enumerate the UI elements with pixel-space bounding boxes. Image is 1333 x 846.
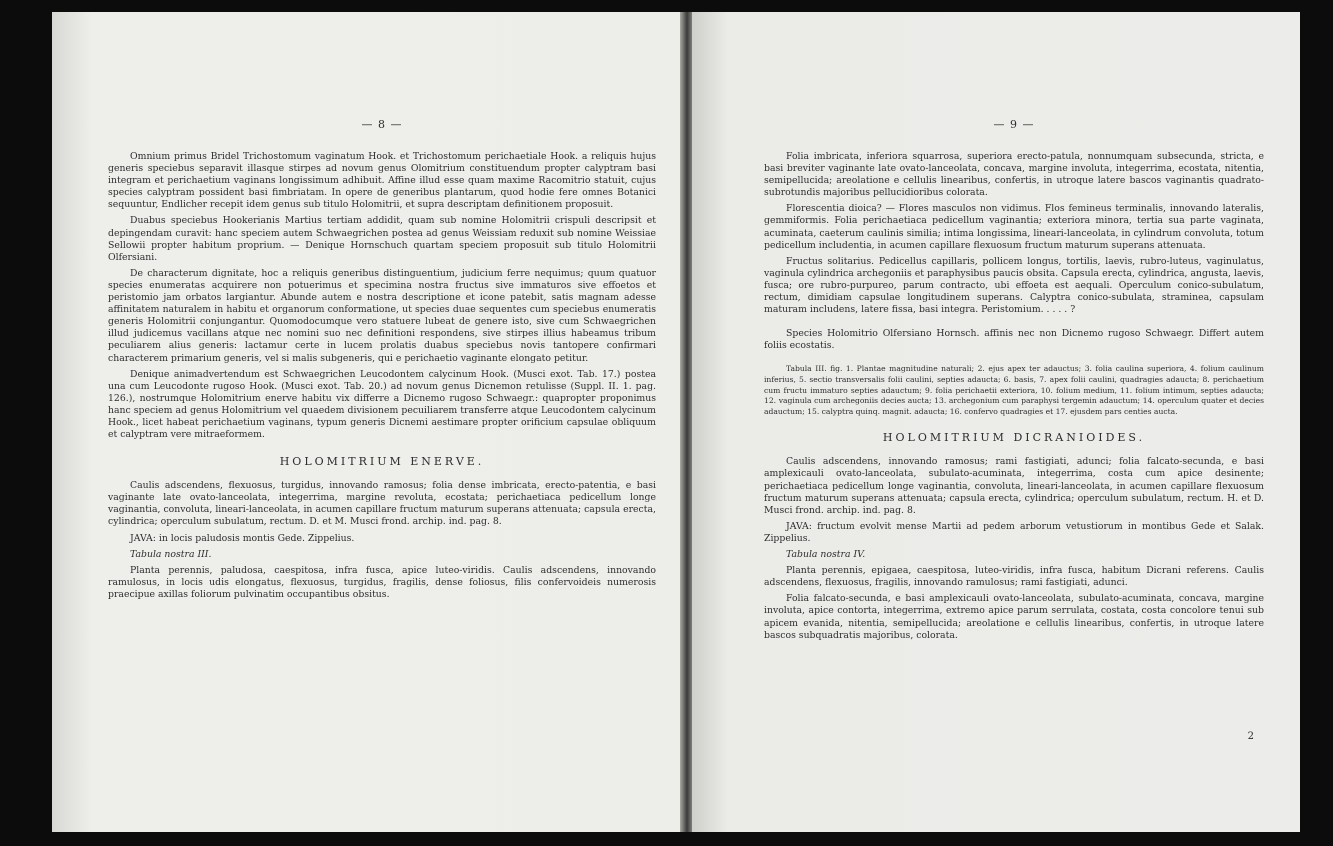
paragraph: Denique animadvertendum est Schwaegrichen Leucodontem calycinum Hook. (Musci exot. Tab. 17.) postea una cum Leucodonte rugoso Hook. (Musci exot. Tab. 20.) ad novum genus Dicnemon retulisse (Suppl. II. 1. pag. 126.), nostrumque Holomitrium enerve habitu vix differre a Dicnemo rugoso Schwaegr.: quapropter proponimus hanc speciem ad genus Holomitrium vel quaedem divisionem pecuiliarem transferre atque Leucodontem calycinum Hook., licet habeat perichaetium vaginans, typum generis Dicnemi aestimare propter orificium capsulae obliquum et calyptram vere mitraeformem. [108,368,656,441]
paragraph: Florescentia dioica? — Flores masculos non vidimus. Flos femineus terminalis, innovando lateralis, gemmiformis. Folia perichaetiaca pedicellum vaginantia; exteriora minora, tertia sua parte vaginata, acuminata, caeterum caulinis similia; intima longissima, lineari-lanceolata, in cylindrum convoluta, totum pedicellum includentia, in acumen capillare flexuosum fructum maturum superans attenuata. [764,203,1264,251]
paragraph: Folia imbricata, inferiora squarrosa, superiora erecto-patula, nonnumquam subsecunda, stricta, e basi breviter vaginante late ovato-lanceolata, concava, margine involuta, integerrima, ecostata, nitentia, semipellucida; areolatione e cellulis linearibus, confertis, in utroque latere bascos vaginantis quadrato-subrotundis majoribus pellucidioribus colorata. [764,151,1264,199]
species-description: Caulis adscendens, innovando ramosus; rami fastigiati, adunci; folia falcato-secunda, e basi amplexicauli ovato-lanceolata, subulato-acuminata, integerrima, costa cum apice desinente; perichaetiaca pedicellum longe vaginantia, convoluta, lineari-lanceolata, in acumen capillare flexuosum fructum maturum superans attenuata; capsula erecta, cylindrica; operculum subulatum, rectum. H. et D. Musci frond. archip. ind. pag. 8. [764,456,1264,516]
right-page [692,12,1300,832]
species-description: Caulis adscendens, flexuosus, turgidus, innovando ramosus; folia dense imbricata, erecto-patentia, e basi vaginante late ovato-lanceolata, integerrima, margine revoluta, ecostata; perichaetiaca pedicellum longe vaginantia, convoluta, lineari-lanceolata, in acumen capillare fructum maturum superans attenuata; capsula erecta, cylindrica; operculum subulatum, rectum. D. et M. Musci frond. archip. ind. pag. 8. [108,480,656,528]
right-page-number: — 9 — [993,118,1035,131]
left-page [52,12,682,832]
table-reference: Tabula nostra III. [130,548,212,560]
paragraph: Planta perennis, epigaea, caespitosa, luteo-viridis, infra fusca, habitum Dicrani referens. Caulis adscendens, flexuosus, fragilis, innovando ramulosus; rami fastigiati, adunci. [764,565,1264,589]
paragraph: Folia falcato-secunda, e basi amplexicauli ovato-lanceolata, subulato-acuminata, concava, margine involuta, apice contorta, integerrima, extremo apice parum serrulata, costata, costa concolore tenui sub apicem evanida, nitentia, semipellucida; areolatione e cellulis linearibus, confertis, in utroque latere bascos subquadratis majoribus, colorata. [764,593,1264,641]
locality: JAVA: fructum evolvit mense Martii ad pedem arborum vetustiorum in montibus Gede et Salak. Zippelius. [764,520,1264,544]
table-reference: Tabula nostra IV. [786,549,866,561]
paragraph: De characterum dignitate, hoc a reliquis generibus distinguentium, judicium ferre nequimus; quum quatuor species enumeratas acquirere non potuerimus et specimina nostra fructus sive immaturos sive effoetos et peristomio jam orbatos largiantur. Abunde autem e nostra descriptione et icone patebit, satis magnam adesse affinitatem naturalem in habitu et organorum conformatione, ut species duae sequentes cum speciebus enumeratis generis Holomitrii conjungantur. Quomodocumque vero statuere lubeat de genere isto, sive cum Schwaegrichen illud judicemus vacillans atque nec nomini suo nec definitioni respondens, sive stirpes illius habeamus tribum peculiarem alius generis: lactamur certe in lucem prolatis duabus speciebus novis tantopere confirmari characterem primarium generis, vel si malis subgeneris, qui e perichaetio vaginante elongato petitur. [108,267,656,364]
left-page-number: — 8 — [361,118,403,131]
section-title: HOLOMITRIUM ENERVE. [279,455,485,469]
folio-mark: 2 [1247,731,1254,742]
paragraph: Species Holomitrio Olfersiano Hornsch. affinis nec non Dicnemo rugoso Schwaegr. Differt autem foliis ecostatis. [764,328,1264,352]
paragraph: Duabus speciebus Hookerianis Martius tertiam addidit, quam sub nomine Holomitrii crispuli descripsit et depingendam curavit: hanc speciem autem Schwaegrichen postea ad genus Weissiam reduxit sub nomine Weissiae Sellowii propter habitum proprium. — Denique Hornschuch quartam speciem proposuit sub titulo Holomitrii Olfersiani. [108,215,656,263]
section-title: HOLOMITRIUM DICRANIOIDES. [882,431,1146,445]
paragraph: Fructus solitarius. Pedicellus capillaris, pollicem longus, tortilis, laevis, rubro-luteus, vaginulatus, vaginula cylindrica archegoniis et paraphysibus paucis obsita. Capsula erecta, cylindrica, angusta, laevis, fusca; ore rubro-purpureo, parum contracto, ubi effoeta est aequali. Operculum conico-subulatum, rectum, dimidiam capsulae longitudinem superans. Calyptra conico-subulata, straminea, capsulam maturam includens, latere fissa, basi integra. Peristomium. . . . . ? [764,255,1264,316]
paragraph: Omnium primus Bridel Trichostomum vaginatum Hook. et Trichostomum perichaetiale Hook. a reliquis hujus generis speciebus separavit illasque stirpes ad novum genus Olomitrium constituendum propter calyptram basi integram et perichaetium vaginans longissimum adhibuit. Affine illud esse quam maxime Racomitrio statuit, cujus species calyptram possident basi fimbriatam. In opere de generibus plantarum, quod hodie fere omnes Botanici sequuntur, Endlicher recepit idem genus sub titulo Holomitrii, et supra descriptam definitionem proposuit. [108,151,656,211]
open-book [52,12,1300,832]
locality: JAVA: in locis paludosis montis Gede. Zippelius. [130,532,355,544]
plate-caption: Tabula III. fig. 1. Plantae magnitudine naturali; 2. ejus apex ter adauctus; 3. folia caulina superiora, 4. folium caulinum inferius, 5. sectio transversalis folii caulini, septies adaucta; 6. basis, 7. apex folii caulini, quadragies adaucta; 8. perichaetium cum fructu immaturo septies adauctum; 9. folia perichaetii exteriora, 10. folium medium, 11. folium intimum, septies adaucta; 12. vaginula cum archegoniis decies aucta; 13. archegonium cum paraphysi tergemin adauctum; 14. operculum quater et decies adauctum; 15. calyptra quinq. magnit. adaucta; 16. confervo quadragies et 17. ejusdem pars centies aucta. [764,364,1264,416]
paragraph: Planta perennis, paludosa, caespitosa, infra fusca, apice luteo-viridis. Caulis adscendens, innovando ramulosus, in locis udis elongatus, flexuosus, turgidus, fragilis, dense foliosus, filis confervoideis numerosis praecipue axillas foliorum pulvinatim occupantibus obsitus. [108,564,656,600]
